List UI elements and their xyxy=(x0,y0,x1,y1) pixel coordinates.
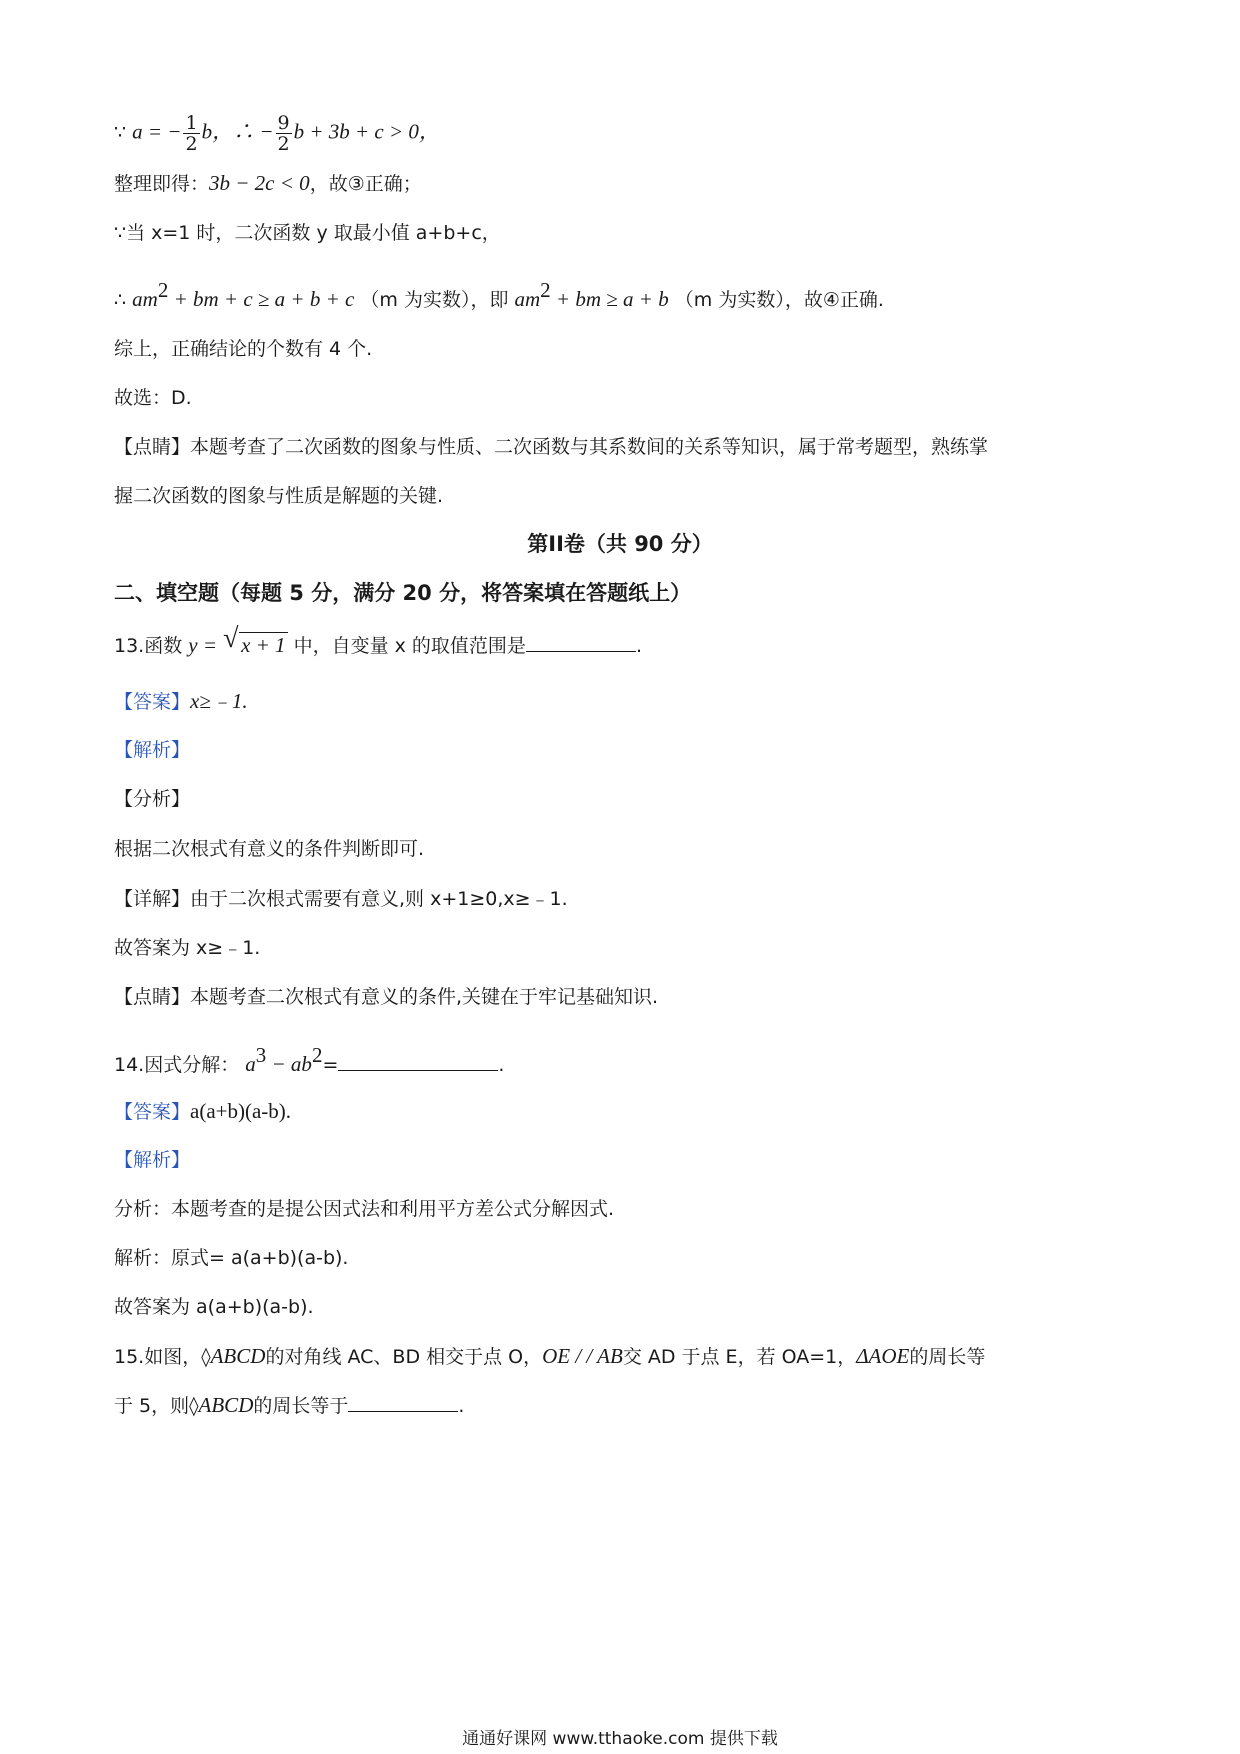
math-expression: 3b − 2c < 0 xyxy=(209,171,310,195)
text-span: 的周长等 xyxy=(909,1346,986,1368)
fraction-denominator: 2 xyxy=(185,133,198,155)
question-14-fenxi: 分析：本题考查的是提公因式法和利用平方差公式分解因式. xyxy=(114,1198,615,1220)
text-span: （m 为实数），故④正确. xyxy=(674,289,884,311)
sqrt-expression xyxy=(223,623,288,658)
superscript: 2 xyxy=(540,278,551,302)
question-13-detail: 【详解】由于二次根式需要有意义,则 x+1≥0,x≥﹣1. xyxy=(114,888,568,910)
line-derivation-4 xyxy=(114,277,1128,313)
line-derivation-2 xyxy=(114,170,1128,197)
text-span: . xyxy=(498,1054,505,1076)
question-14-jiexi: 解析：原式= a(a+b)(a-b). xyxy=(114,1247,349,1269)
line-conclusion: 综上，正确结论的个数有 4 个. xyxy=(114,338,373,360)
text-span: （m 为实数），即 xyxy=(360,289,509,311)
math-expression: b，∴ − xyxy=(201,119,274,144)
line-derivation-3: ∵当 x=1 时，二次函数 y 取最小值 a+b+c， xyxy=(114,222,501,244)
text-span: 于 5，则◊ xyxy=(114,1395,199,1417)
therefore-symbol: ∴ xyxy=(114,289,127,311)
text-span: ，故③正确； xyxy=(309,173,422,195)
math-expression: a = − xyxy=(132,119,182,144)
answer-tag: 【答案】 xyxy=(114,691,191,713)
fraction xyxy=(276,113,292,154)
line-derivation-1 xyxy=(114,113,1128,154)
text-span: 交 AD 于点 E，若 OA=1， xyxy=(622,1346,857,1368)
question-number: 13.函数 xyxy=(114,635,183,657)
question-14-analysis-tag: 【解析】 xyxy=(114,1149,191,1171)
section-title: 第II卷（共 90 分） xyxy=(527,532,713,556)
superscript: 2 xyxy=(157,278,169,302)
question-13-dianjing: 【点睛】本题考查二次根式有意义的条件,关键在于牢记基础知识. xyxy=(114,986,659,1008)
text-span: 的对角线 AC、BD 相交于点 O， xyxy=(265,1346,543,1368)
superscript: 3 xyxy=(255,1043,267,1067)
math-expression: y = xyxy=(188,633,218,657)
radical-sign-icon: √ xyxy=(223,623,239,654)
question-15-stem-1 xyxy=(114,1343,1128,1370)
answer-text: x≥﹣1. xyxy=(190,689,248,713)
question-13-fenxi-tag: 【分析】 xyxy=(114,788,191,810)
math-expression: OE / / AB xyxy=(542,1344,623,1368)
question-13-stem xyxy=(114,623,1128,659)
answer-text: a(a+b)(a-b). xyxy=(190,1099,292,1123)
question-15-stem-2 xyxy=(114,1392,1128,1419)
text-span: 整理即得： xyxy=(114,173,210,195)
answer-blank xyxy=(348,1393,458,1412)
text-span: 中，自变量 x 的取值范围是 xyxy=(293,635,526,657)
line-choice: 故选：D. xyxy=(114,387,192,409)
question-number: 15.如图，◊ xyxy=(114,1346,211,1368)
math-expression: + bm ≥ a + b xyxy=(550,287,669,311)
question-13-final: 故答案为 x≥﹣1. xyxy=(114,937,261,959)
page-footer: 通通好课网 www.tthaoke.com 提供下载 xyxy=(462,1729,778,1749)
answer-tag: 【答案】 xyxy=(114,1101,191,1123)
line-dianjing-1: 【点睛】本题考查了二次函数的图象与性质、二次函数与其系数间的关系等知识，属于常考题型，熟练掌 xyxy=(114,436,989,458)
math-expression: ΔAOE xyxy=(856,1344,910,1368)
question-13-answer xyxy=(114,688,1128,715)
math-expression: ABCD xyxy=(198,1393,254,1417)
text-span: 的周长等于 xyxy=(253,1395,349,1417)
math-expression: am xyxy=(514,287,541,311)
question-13-analysis-tag: 【解析】 xyxy=(114,739,191,761)
math-expression: + bm + c ≥ a + b + c xyxy=(168,287,355,311)
text-span: . xyxy=(458,1395,465,1417)
fraction-denominator: 2 xyxy=(277,133,290,155)
fraction-numerator: 9 xyxy=(277,112,290,134)
text-span: . xyxy=(635,635,642,657)
line-dianjing-2: 握二次函数的图象与性质是解题的关键. xyxy=(114,485,444,507)
superscript: 2 xyxy=(311,1043,323,1067)
question-number: 14.因式分解： xyxy=(114,1054,240,1076)
question-14-stem xyxy=(114,1042,1128,1078)
radicand: x + 1 xyxy=(241,633,286,657)
math-expression: − ab xyxy=(266,1052,312,1076)
question-13-fenxi: 根据二次根式有意义的条件判断即可. xyxy=(114,838,425,860)
question-14-answer xyxy=(114,1098,1128,1125)
fraction-numerator: 1 xyxy=(185,112,198,134)
because-symbol: ∵ xyxy=(114,121,127,144)
fraction xyxy=(183,113,199,154)
section-subtitle: 二、填空题（每题 5 分，满分 20 分，将答案填在答题纸上） xyxy=(114,581,692,605)
math-expression: am xyxy=(132,287,158,311)
question-14-final: 故答案为 a(a+b)(a-b). xyxy=(114,1296,314,1318)
math-expression: a xyxy=(245,1052,256,1076)
math-expression: b + 3b + c > 0， xyxy=(293,119,440,144)
math-expression: ABCD xyxy=(210,1344,266,1368)
answer-blank xyxy=(526,633,636,652)
answer-blank xyxy=(338,1052,498,1071)
text-span: = xyxy=(322,1054,339,1076)
